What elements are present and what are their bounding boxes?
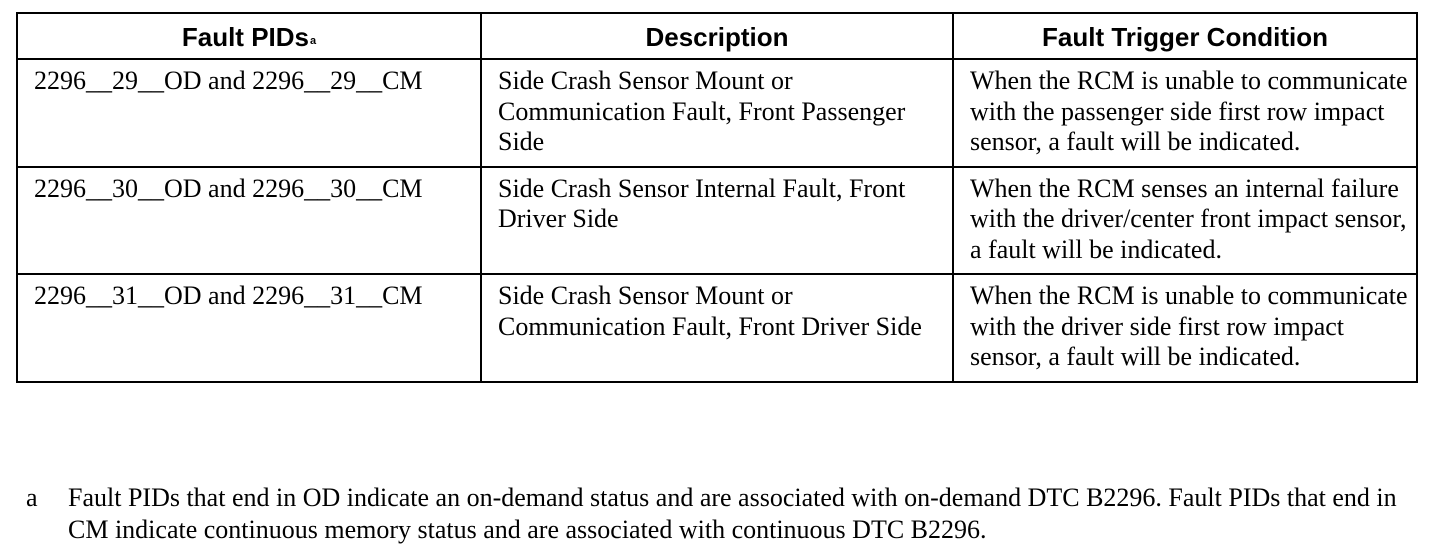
- table-row: [17, 167, 1417, 275]
- description-cell: Side Crash Sensor Mount or Communication Fault, Front Driver Side: [481, 274, 953, 382]
- fault-pid-cell: 2296__29__OD and 2296__29__CM: [17, 59, 481, 167]
- table-row: [17, 59, 1417, 167]
- fault-pid-cell: 2296__30__OD and 2296__30__CM: [17, 167, 481, 275]
- trigger-condition-cell: When the RCM senses an internal failure with the driver/center front impact sensor, a fault will be indicated.: [953, 167, 1417, 275]
- header-fault-pids: [17, 13, 481, 59]
- table-body: [17, 59, 1417, 382]
- fault-pid-cell: 2296__31__OD and 2296__31__CM: [17, 274, 481, 382]
- fault-pid-table: [16, 12, 1418, 383]
- header-fault-pids-label: Fault PIDs: [181, 22, 309, 52]
- trigger-condition-cell: When the RCM is unable to communicate with the driver side first row impact sensor, a fault will be indicated.: [953, 274, 1417, 382]
- header-row: [17, 13, 1417, 59]
- footnote-marker: a: [26, 483, 38, 512]
- trigger-condition-cell: When the RCM is unable to communicate with the passenger side first row impact sensor, a fault will be indicated.: [953, 59, 1417, 167]
- description-cell: Side Crash Sensor Internal Fault, Front Driver Side: [481, 167, 953, 275]
- header-description: Description: [481, 13, 953, 59]
- footnote-text: Fault PIDs that end in OD indicate an on-demand status and are associated with on-demand DTC B2296. Fault PIDs that end in CM indicate continuous memory status and are associated with continuous DTC B2296.: [68, 483, 1397, 544]
- table-row: [17, 274, 1417, 382]
- table-header: [17, 13, 1417, 59]
- description-cell: Side Crash Sensor Mount or Communication Fault, Front Passenger Side: [481, 59, 953, 167]
- footnote-reference: a: [310, 35, 317, 47]
- header-fault-trigger-condition: Fault Trigger Condition: [953, 13, 1417, 59]
